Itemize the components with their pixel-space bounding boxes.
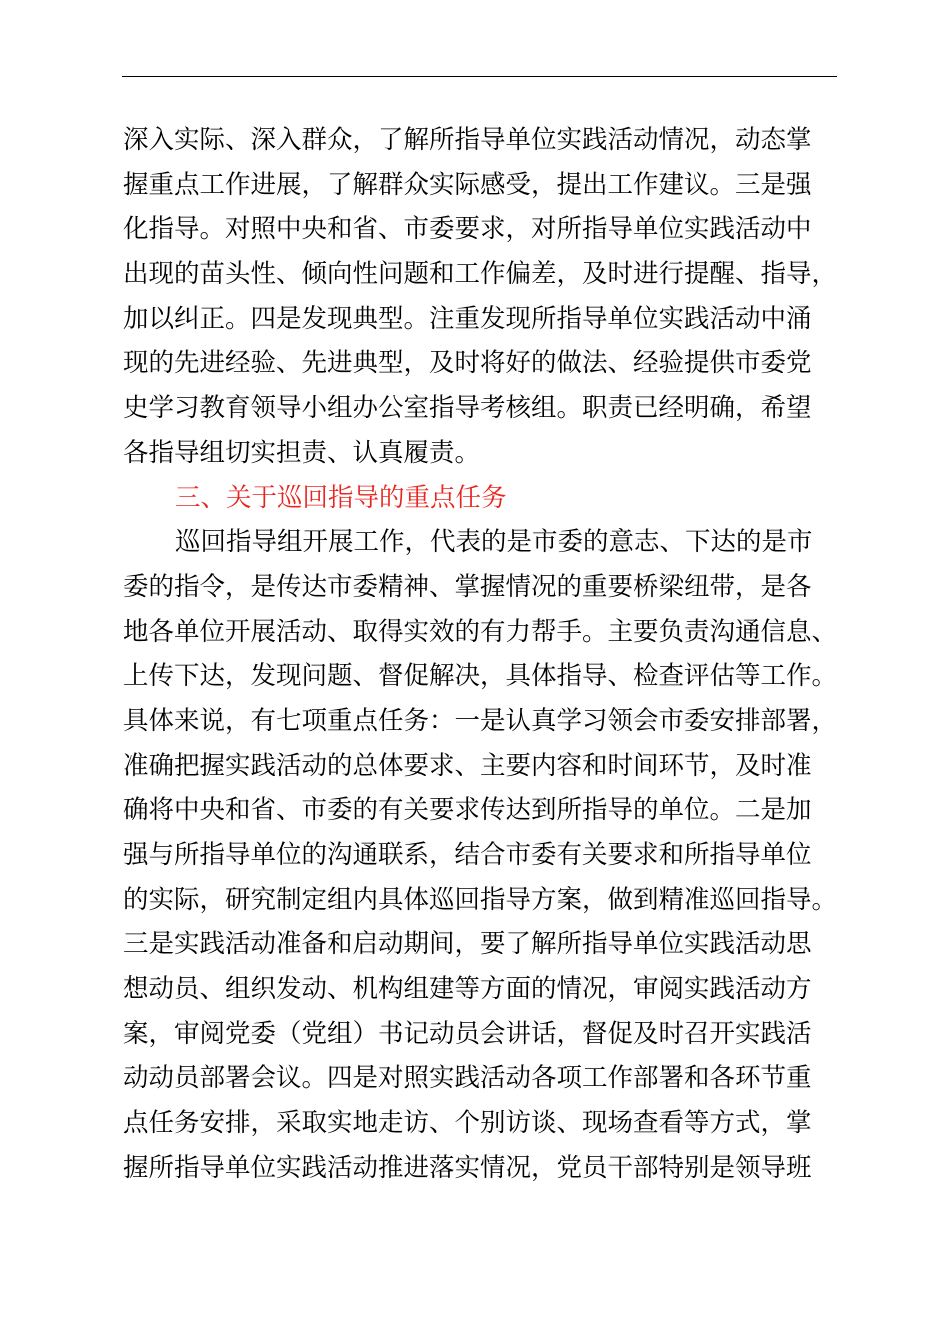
body-line: 加以纠正。四是发现典型。注重发现所指导单位实践活动中涌: [123, 303, 812, 334]
body-line: 深入实际、深入群众，了解所指导单位实践活动情况，动态掌: [123, 125, 812, 155]
body-line: 化指导。对照中央和省、市委要求，对所指导单位实践活动中: [123, 214, 812, 245]
body-line: 出现的苗头性、倾向性问题和工作偏差，及时进行提醒、指导，: [123, 259, 838, 290]
body-line: 准确把握实践活动的总体要求、主要内容和时间环节，及时准: [123, 750, 812, 781]
body-line: 三是实践活动准备和启动期间，要了解所指导单位实践活动思: [123, 929, 812, 960]
body-line: 上传下达，发现问题、督促解决，具体指导、检查评估等工作。: [123, 661, 838, 692]
body-line: 的实际，研究制定组内具体巡回指导方案，做到精准巡回指导。: [123, 884, 838, 915]
body-line: 强与所指导单位的沟通联系，结合市委有关要求和所指导单位: [123, 840, 812, 870]
body-line: 地各单位开展活动、取得实效的有力帮手。主要负责沟通信息、: [123, 616, 838, 647]
body-line: 点任务安排，采取实地走访、个别访谈、现场查看等方式，掌: [123, 1108, 812, 1139]
header-rule: [122, 76, 837, 77]
body-line: 动动员部署会议。四是对照实践活动各项工作部署和各环节重: [123, 1063, 812, 1094]
body-line: 现的先进经验、先进典型，及时将好的做法、经验提供市委党: [123, 348, 812, 379]
document-body: [123, 118, 863, 1191]
paragraph-first-line: 巡回指导组开展工作，代表的是市委的意志、下达的是市: [175, 527, 813, 558]
body-line: 委的指令，是传达市委精神、掌握情况的重要桥梁纽带，是各: [123, 571, 812, 602]
body-line: 案，审阅党委（党组）书记动员会讲话，督促及时召开实践活: [123, 1018, 812, 1049]
body-line: 握重点工作进展，了解群众实际感受，提出工作建议。三是强: [123, 169, 812, 200]
body-line: 确将中央和省、市委的有关要求传达到所指导的单位。二是加: [123, 795, 812, 826]
section-heading: 三、关于巡回指导的重点任务: [175, 482, 507, 513]
body-line: 想动员、组织发动、机构组建等方面的情况，审阅实践活动方: [123, 974, 812, 1005]
body-line: 具体来说，有七项重点任务：一是认真学习领会市委安排部署，: [123, 705, 838, 736]
body-line: 握所指导单位实践活动推进落实情况，党员干部特别是领导班: [123, 1152, 812, 1183]
body-line: 各指导组切实担责、认真履责。: [123, 437, 481, 468]
body-line: 史学习教育领导小组办公室指导考核组。职责已经明确，希望: [123, 393, 812, 424]
